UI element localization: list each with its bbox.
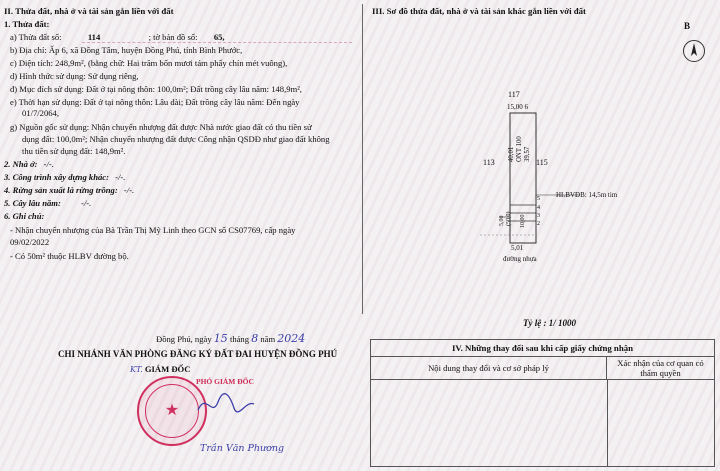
area-line: c) Diện tích: 248,9m², (bằng chữ: Hai trăm bốn mươi tám phẩy chín mét vuông), xyxy=(10,58,288,68)
place-date xyxy=(156,333,305,345)
origin-line: g) Nguồn gốc sử dụng: Nhận chuyển nhượng đất được Nhà nước giao đất có thu tiền sử xyxy=(10,122,312,132)
date-year: 2024 xyxy=(277,332,306,345)
forest-label: 4. Rừng sản xuất là rừng trồng: xyxy=(4,185,118,195)
deputy-stamp: PHÓ GIÁM ĐỐC xyxy=(196,377,254,386)
parcel-number: 114 xyxy=(87,32,101,42)
section-ii-title: II. Thửa đất, nhà ở và tài sản gắn liền với đất xyxy=(4,6,174,16)
house-heading xyxy=(4,159,54,170)
changes-table xyxy=(370,339,715,467)
note-transfer-line: - Nhận chuyển nhượng của Bà Trần Thị Mỹ Linh theo GCN số CS07769, cấp ngày xyxy=(10,225,296,235)
note-hlbv: - Có 50m² thuộc HLBV đường bộ. xyxy=(10,251,129,261)
neighbor-parcel-right: 115 xyxy=(536,158,548,167)
forest-heading xyxy=(4,185,134,196)
usage-form-line: d) Hình thức sử dụng: Sử dụng riêng, xyxy=(10,71,139,81)
changes-col-confirmation: Xác nhận của cơ quan có thẩm quyền xyxy=(607,356,714,380)
kt-mark: KT. xyxy=(130,365,143,374)
origin-line-2: dụng đất: 100,0m²; Nhận chuyển nhượng đất được Công nhận QSDĐ như giao đất không xyxy=(22,134,330,144)
perennial-label: 5. Cây lâu năm: xyxy=(4,198,61,208)
map-label: ; tờ bản đồ số: xyxy=(148,32,198,42)
usage-purpose-line: đ) Mục đích sử dụng: Đất ở tại nông thôn: 100,0m²; Đất trồng cây lâu năm: 148,9m², xyxy=(10,84,302,94)
star-icon: ★ xyxy=(164,402,180,419)
changes-table-title: IV. Những thay đổi sau khi cấp giấy chứng nhận xyxy=(371,340,714,357)
section-iii-title: III. Sơ đồ thửa đất, nhà ở và tài sản khác gắn liền với đất xyxy=(372,6,586,16)
construction-value: -/-. xyxy=(115,172,126,182)
dim-v1: 5,00 xyxy=(499,215,505,226)
house-label: 2. Nhà ở: xyxy=(4,159,38,169)
table-divider xyxy=(607,380,608,466)
dim-v2: 10,00 xyxy=(520,214,526,228)
forest-value: -/-. xyxy=(123,185,135,195)
road-label: đường nhựa xyxy=(503,255,537,263)
vertex-3: 3 xyxy=(537,213,540,219)
construction-label: 3. Công trình xây dựng khác: xyxy=(4,172,109,182)
neighbor-parcel-left: 113 xyxy=(483,158,495,167)
left-dimension: 40,01 xyxy=(508,146,515,162)
dim-v3: (50,0) xyxy=(506,211,512,226)
notes-heading: 6. Ghi chú: xyxy=(4,211,45,221)
perennial-heading xyxy=(4,198,91,209)
right-dimension: 39,57 xyxy=(524,146,531,162)
vertex-5: 5 xyxy=(537,196,540,202)
office-name: CHI NHÁNH VĂN PHÒNG ĐĂNG KÝ ĐẤT ĐAI HUYỆN ĐỒNG PHÚ xyxy=(58,349,338,359)
parcel-label: a) Thửa đất số: xyxy=(10,32,62,42)
address-line: b) Địa chỉ: Ấp 6, xã Đồng Tâm, huyện Đồng Phú, tỉnh Bình Phước, xyxy=(10,45,243,55)
usage-term-line: e) Thời hạn sử dụng: Đất ở tại nông thôn: Lâu dài; Đất trồng cây lâu năm: Đến ngày xyxy=(10,97,300,107)
parcel-diagram xyxy=(470,95,610,245)
perennial-value: -/-. xyxy=(80,198,92,208)
dotted-line xyxy=(82,42,352,43)
compass-icon xyxy=(683,40,705,62)
vertex-4: 4 xyxy=(537,205,540,211)
land-use-label: ONT 100 xyxy=(516,136,523,162)
director-label: GIÁM ĐỐC xyxy=(144,364,191,374)
month-label: tháng xyxy=(229,334,250,344)
origin-line-3: thu tiền sử dụng đất: 148,9m². xyxy=(22,146,126,156)
note-transfer-date: 09/02/2022 xyxy=(10,237,50,247)
compass-label: B xyxy=(684,21,691,31)
construction-heading xyxy=(4,172,125,183)
house-value: -/-. xyxy=(43,159,54,169)
hlbv-label: HLBVĐB: 14,5m tim xyxy=(556,191,618,199)
north-arrow-icon xyxy=(684,41,704,61)
date-month: 8 xyxy=(251,332,259,345)
usage-term-line-2: 01/7/2064, xyxy=(22,108,60,118)
signature-icon xyxy=(196,390,256,420)
place-date-label: Đồng Phú, ngày xyxy=(156,334,212,344)
parcel-heading: 1. Thửa đất: xyxy=(4,19,50,29)
neighbor-parcel-top: 117 xyxy=(508,90,520,99)
changes-col-content: Nội dung thay đổi và cơ sở pháp lý xyxy=(371,356,607,380)
year-label: năm xyxy=(260,334,276,344)
signer-name: Trần Văn Phương xyxy=(200,443,285,454)
scale-label: Tỷ lệ : 1/ 1000 xyxy=(523,318,576,328)
top-dimension: 15,00 6 xyxy=(507,103,528,111)
bottom-dimension: 5,01 xyxy=(511,244,524,252)
map-number: 65, xyxy=(213,32,225,42)
vertex-2: 2 xyxy=(537,221,540,227)
column-divider xyxy=(362,4,363,314)
date-day: 15 xyxy=(213,332,228,345)
director-title xyxy=(130,364,190,375)
